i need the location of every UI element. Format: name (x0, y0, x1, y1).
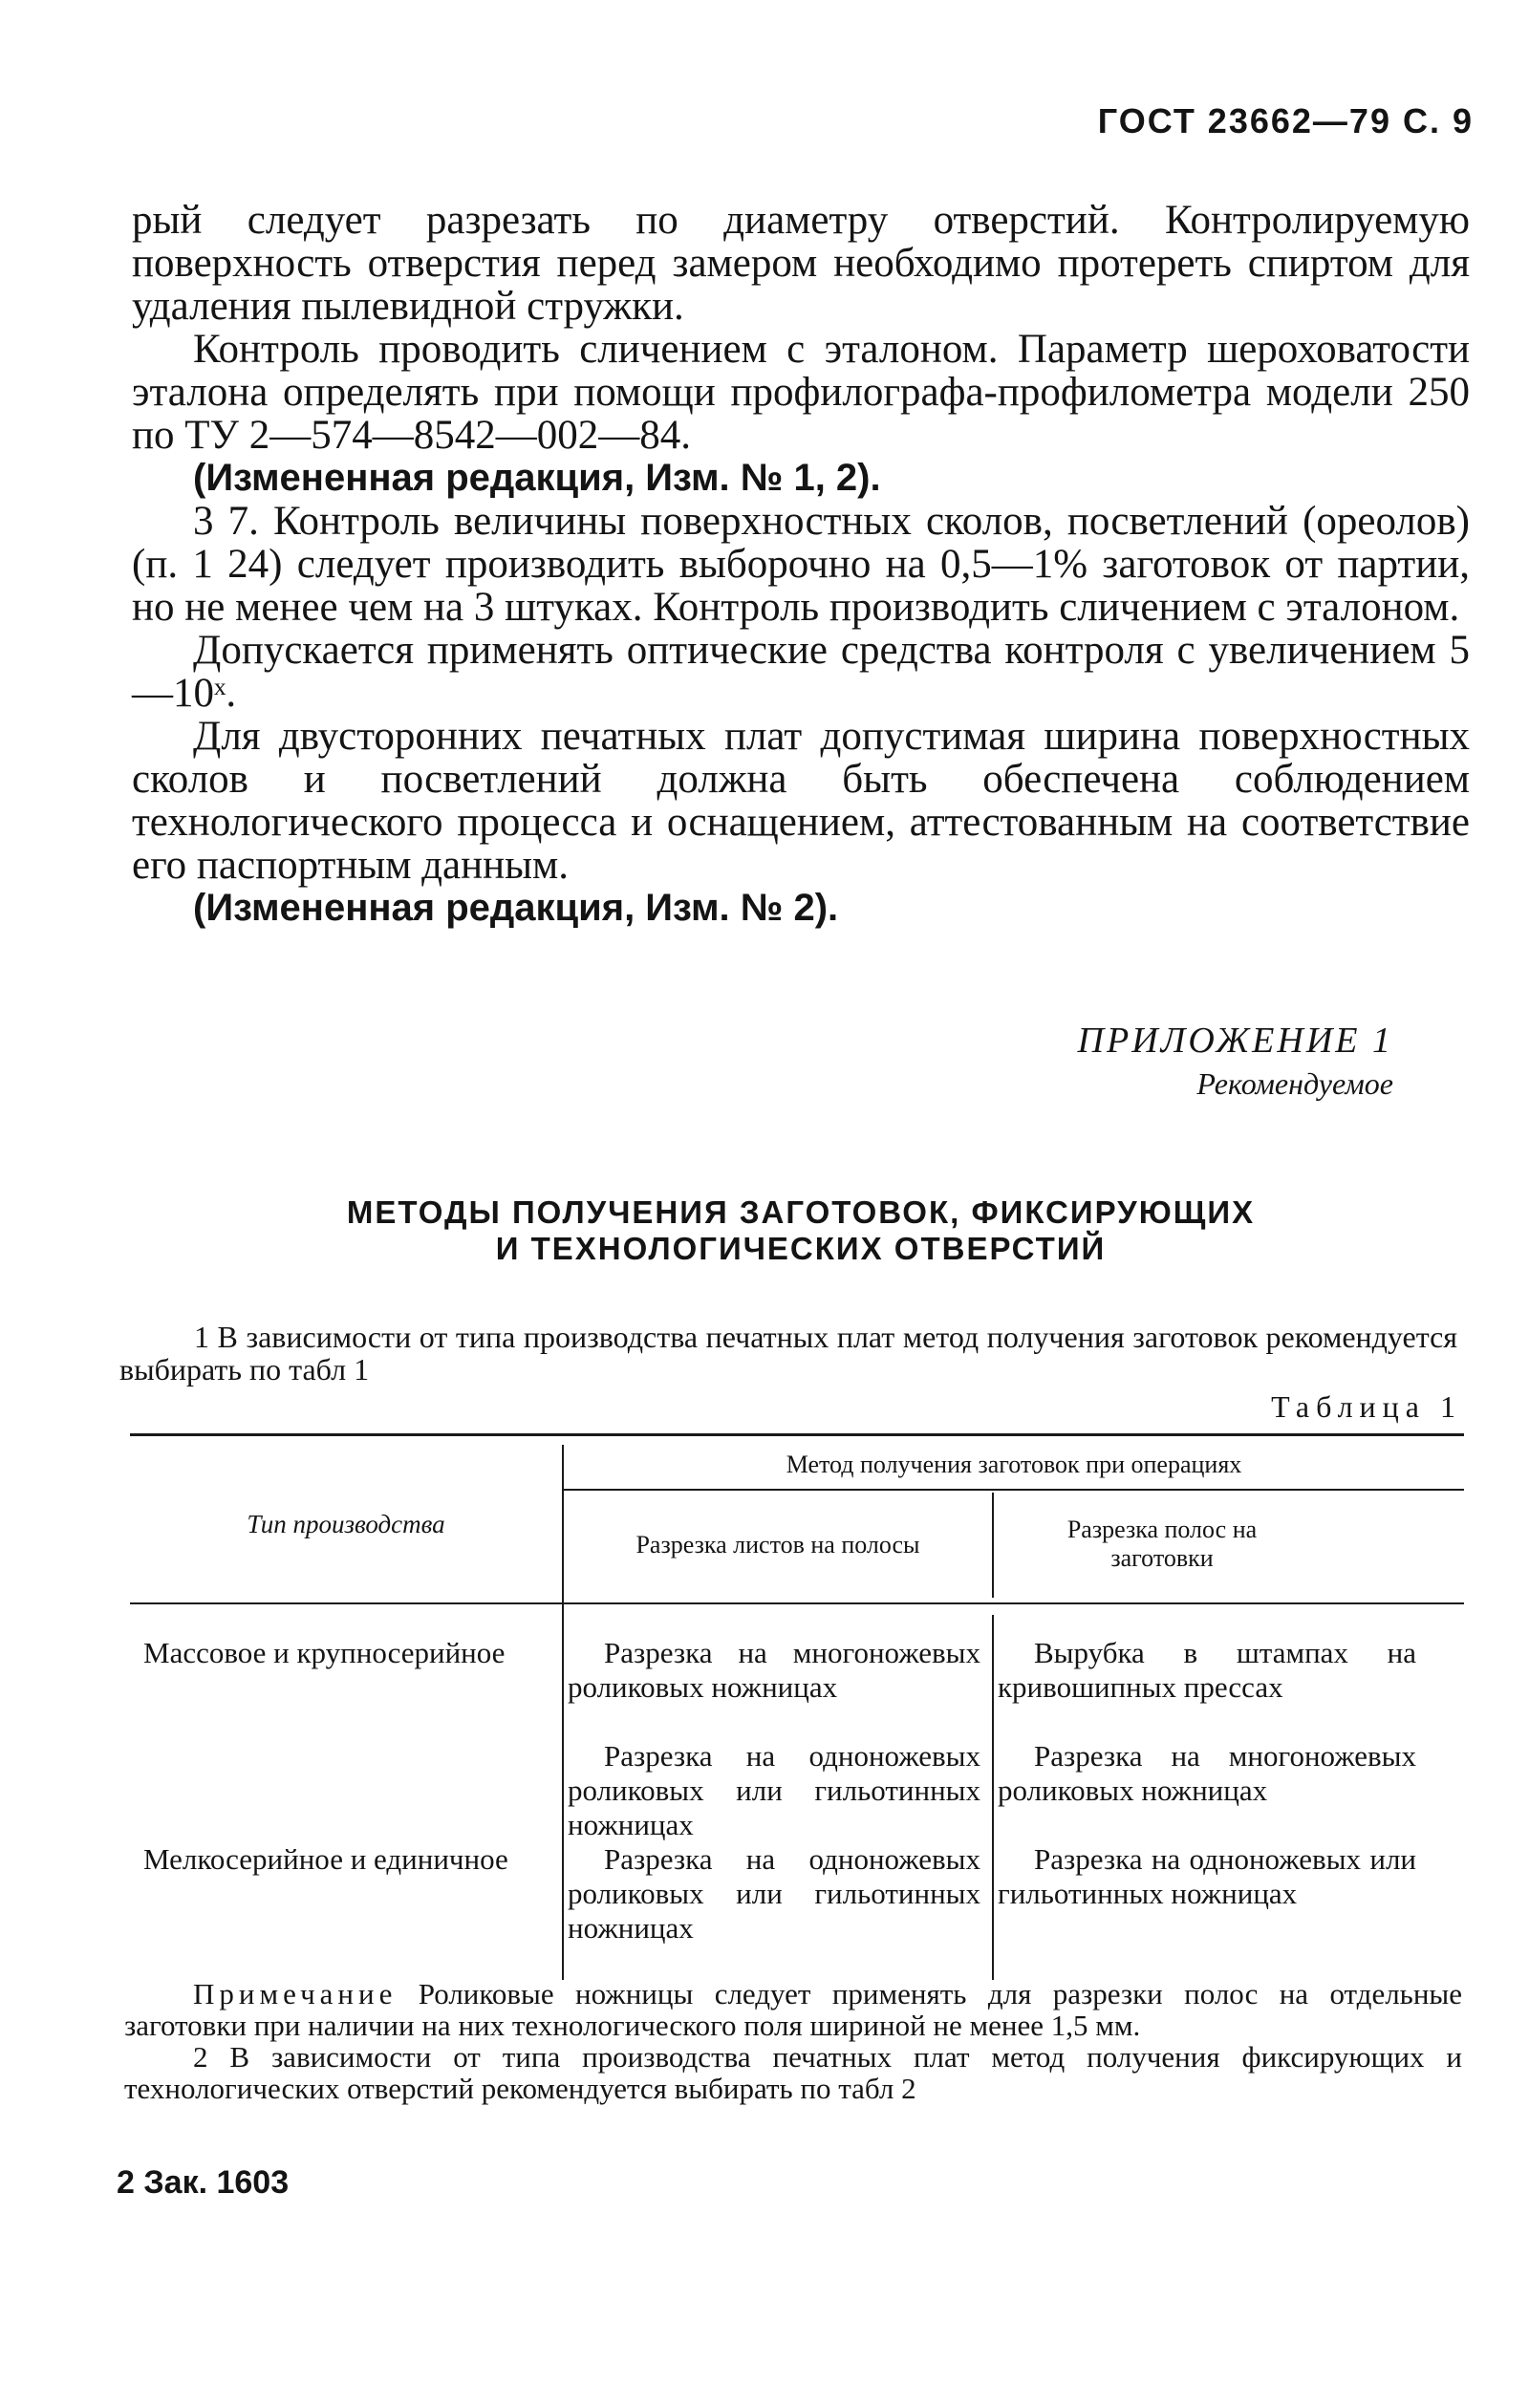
row1-strips-a: Вырубка в штампах на кривошипных прессах (998, 1636, 1416, 1704)
row1-sheets-b: Разрезка на одноножевых роликовых или гильотинных ножницах (568, 1739, 980, 1841)
intro-paragraph (119, 1321, 1457, 1386)
table-caption: Таблица 1 (1271, 1389, 1462, 1424)
col-header-sheets: Разрезка листов на полосы (635, 1531, 920, 1559)
section-title-line-2: И ТЕХНОЛОГИЧЕСКИХ ОТВЕРСТИЙ (495, 1231, 1107, 1266)
methods-table (130, 1433, 1464, 2408)
note-label: Примечание (193, 1977, 398, 2010)
page-footer: 2 Зак. 1603 (117, 2164, 290, 2201)
appendix-number: ПРИЛОЖЕНИЕ 1 (1077, 1021, 1393, 1061)
col-header-strips: Разрезка полос на заготовки (1066, 1516, 1258, 1572)
row2-sheets: Разрезка на одноножевых роликовых или гильотинных ножницах (568, 1842, 980, 1945)
section-title (132, 1194, 1470, 1267)
group-header: Метод получения заготовок при операциях (786, 1451, 1242, 1478)
intro-text: 1 В зависимости от типа производства печатных плат метод получения заготовок рекомендуется выбирать по табл 1 (119, 1320, 1457, 1387)
table-top-rule (130, 1433, 1464, 1436)
table-header-rule (130, 1602, 1464, 1604)
note-paragraph (124, 1978, 1462, 2041)
table-col2-divider (992, 1493, 994, 1598)
paragraph-3-7: 3 7. Контроль величины поверхностных сколов, посветлений (ореолов) (п. 1 24) следует производить выборочно на 0,5—1% заготовок от партии, но не менее чем на 3 штуках. Контроль производить сличением с эталоном. (132, 499, 1470, 630)
row1-sheets-a: Разрезка на многоножевых роликовых ножницах (568, 1636, 980, 1704)
paragraph-double-sided: Для двусторонних печатных плат допустимая ширина поверхностных сколов и посветлений должна быть обеспечена соблюдением технологического процесса и оснащением, аттестованным на соответствие его паспортным данным. (132, 714, 1470, 888)
table-col2-divider-body (992, 1615, 994, 1980)
paragraph-2: 2 В зависимости от типа производства печатных плат метод получения фиксирующих и технологических отверстий рекомендуется выбирать по табл 2 (124, 2040, 1462, 2105)
col-header-type: Тип производства (247, 1510, 445, 1538)
row1-type: Массовое и крупносерийное (143, 1636, 506, 1669)
row1-strips-b: Разрезка на многоножевых роликовых ножницах (998, 1739, 1416, 1807)
paragraph-continued: рый следует разрезать по диаметру отверстий. Контролируемую поверхность отверстия перед замером необходимо протереть спиртом для удаления пылевидной стружки. (132, 198, 1470, 329)
running-header: ГОСТ 23662—79 С. 9 (1097, 101, 1474, 140)
row2-strips: Разрезка на одноножевых или гильотинных ножницах (998, 1842, 1416, 1910)
row2-type: Мелкосерийное и единичное (143, 1842, 508, 1876)
paragraph-optical-means: Допускается применять оптические средства контроля с увеличением 5—10ˣ. (132, 628, 1470, 716)
appendix-status: Рекомендуемое (1196, 1066, 1393, 1101)
table-col1-divider (562, 1445, 564, 1980)
note-text: Роликовые ножницы следует применять для разрезки полос на отдельные заготовки при наличии на них технологического поля шириной не менее 1,5 мм. (124, 1977, 1462, 2042)
table-note (124, 1978, 1462, 2104)
table-group-rule (564, 1489, 1464, 1491)
body-text (132, 199, 1470, 930)
paragraph-control-method: Контроль проводить сличением с эталоном. Параметр шероховатости эталона определять при помощи профилографа-профилометра модели 250 по ТУ 2—574—8542—002—84. (132, 327, 1470, 458)
revision-note-1: (Измененная редакция, Изм. № 1, 2). (193, 457, 881, 499)
revision-note-2: (Измененная редакция, Изм. № 2). (193, 887, 839, 929)
section-title-line-1: МЕТОДЫ ПОЛУЧЕНИЯ ЗАГОТОВОК, ФИКСИРУЮЩИХ (346, 1194, 1256, 1230)
appendix-label (1078, 1018, 1393, 1104)
